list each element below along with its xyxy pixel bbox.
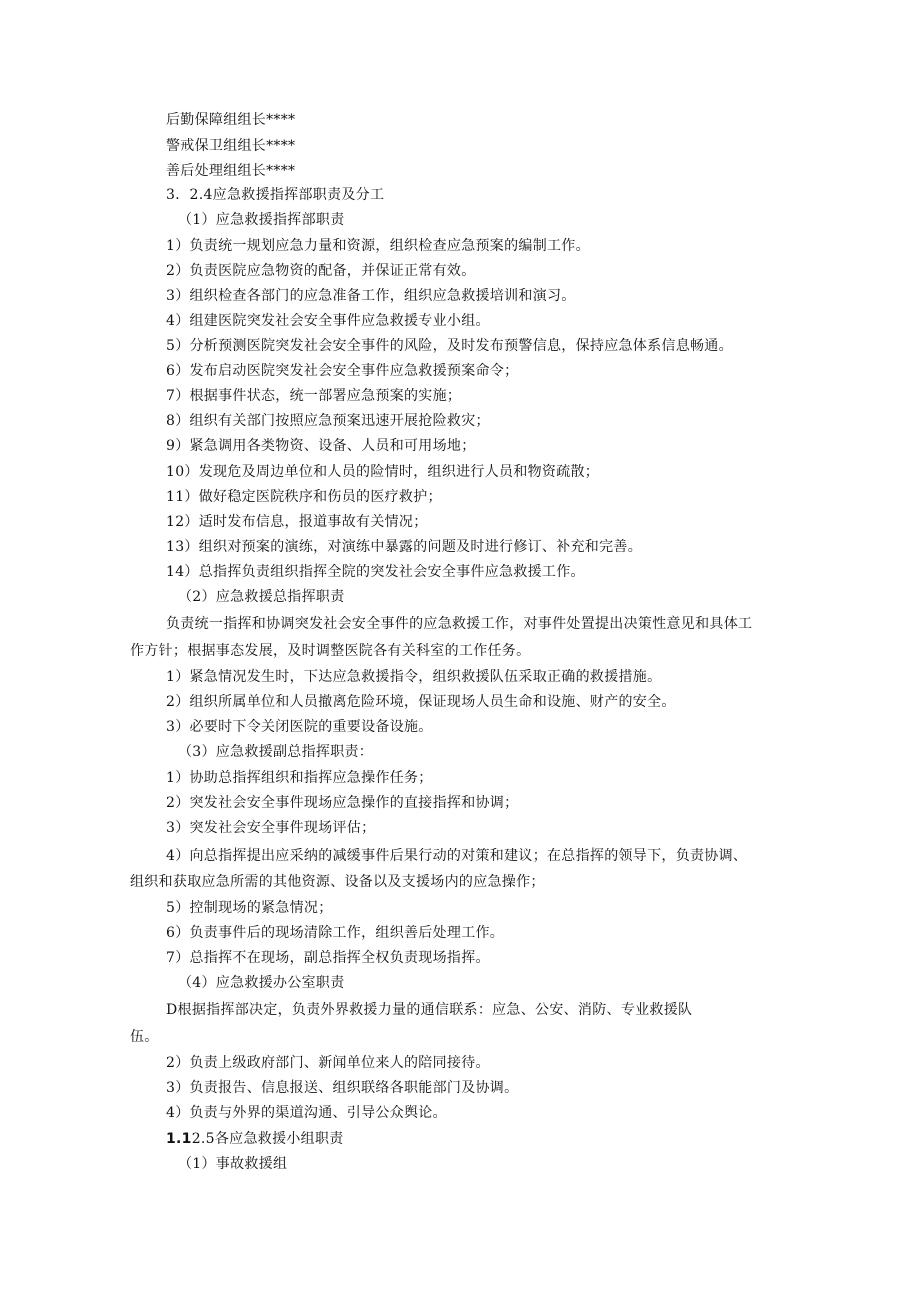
text-line: 2）突发社会安全事件现场应急操作的直接指挥和协调； [166,795,519,811]
paragraph-line: 伍。 [130,1029,159,1045]
paragraph-line: 负责统一指挥和协调突发社会安全事件的应急救援工作，对事件处置提出决策性意见和具体工 [166,616,753,632]
paragraph-line: 作方针；根据事态发展，及时调整医院各有关科室的工作任务。 [130,643,531,659]
subsection-heading: （3）应急救援副总指挥职责： [178,744,374,760]
subsection-heading: （2）应急救援总指挥职责 [178,589,345,605]
text-line: 3）必要时下令关闭医院的重要设备设施。 [166,719,433,735]
text-line: 9）紧急调用各类物资、设备、人员和可用场地； [166,438,476,454]
text-line: 3）组织检查各部门的应急准备工作，组织应急救援培训和演习。 [166,288,576,304]
subsection-heading: （1）应急救援指挥部职责 [178,212,345,228]
section-heading: 3．2.4应急救援指挥部职责及分工 [166,187,385,203]
heading-number: 1.1 [166,1131,192,1147]
section-heading [166,1129,344,1149]
text-line: 10）发现危及周边单位和人员的险情时，组织进行人员和物资疏散； [166,464,600,480]
text-line: 6）发布启动医院突发社会安全事件应急救援预案命令； [166,363,519,379]
text-line: 1）协助总指挥组织和指挥应急操作任务； [166,770,433,786]
text-line: 后勤保障组组长**** [166,112,296,128]
text-line: 7）根据事件状态，统一部署应急预案的实施； [166,388,462,404]
paragraph-line: 4）向总指挥提出应采纳的减缓事件后果行动的对策和建议；在总指挥的领导下，负责协调、 [166,848,748,864]
paragraph-line: D根据指挥部决定，负责外界救援力量的通信联系：应急、公安、消防、专业救援队 [166,1002,693,1018]
text-line: 8）组织有关部门按照应急预案迅速开展抢险救灾； [166,413,490,429]
text-line: 11）做好稳定医院秩序和伤员的医疗救护； [166,489,442,505]
paragraph-line: 组织和获取应急所需的其他资源、设备以及支援场内的应急操作； [130,874,545,890]
text-line: 7）总指挥不在现场，副总指挥全权负责现场指挥。 [166,950,490,966]
text-line: 12）适时发布信息，报道事故有关情况； [166,514,428,530]
text-line: 6）负责事件后的现场清除工作，组织善后处理工作。 [166,925,505,941]
text-line: 2）组织所属单位和人员撤离危险环境，保证现场人员生命和设施、财产的安全。 [166,694,676,710]
text-line: 5）分析预测医院突发社会安全事件的风险，及时发布预警信息，保持应急体系信息畅通。 [166,338,733,354]
text-line: 4）组建医院突发社会安全事件应急救援专业小组。 [166,313,490,329]
text-line: 3）负责报告、信息报送、组织联络各职能部门及协调。 [166,1080,519,1096]
text-line: 3）突发社会安全事件现场评估； [166,820,376,836]
text-line: 1）负责统一规划应急力量和资源，组织检查应急预案的编制工作。 [166,238,590,254]
text-line: 2）负责上级政府部门、新闻单位来人的陪同接待。 [166,1055,490,1071]
text-line: 2）负责医院应急物资的配备，并保证正常有效。 [166,263,476,279]
text-line: 善后处理组组长**** [166,163,296,179]
subsection-heading: （1）事故救援组 [178,1156,288,1172]
text-line: 警戒保卫组组长**** [166,138,296,154]
heading-text: 2.5各应急救援小组职责 [191,1131,344,1147]
text-line: 13）组织对预案的演练，对演练中暴露的问题及时进行修订、补充和完善。 [166,539,643,555]
text-line: 5）控制现场的紧急情况； [166,900,333,916]
text-line: 14）总指挥负责组织指挥全院的突发社会安全事件应急救援工作。 [166,564,585,580]
text-line: 1）紧急情况发生时，下达应急救援指令，组织救援队伍采取正确的救援措施。 [166,669,662,685]
text-line: 4）负责与外界的渠道沟通、引导公众舆论。 [166,1105,447,1121]
subsection-heading: （4）应急救援办公室职责 [178,975,345,991]
